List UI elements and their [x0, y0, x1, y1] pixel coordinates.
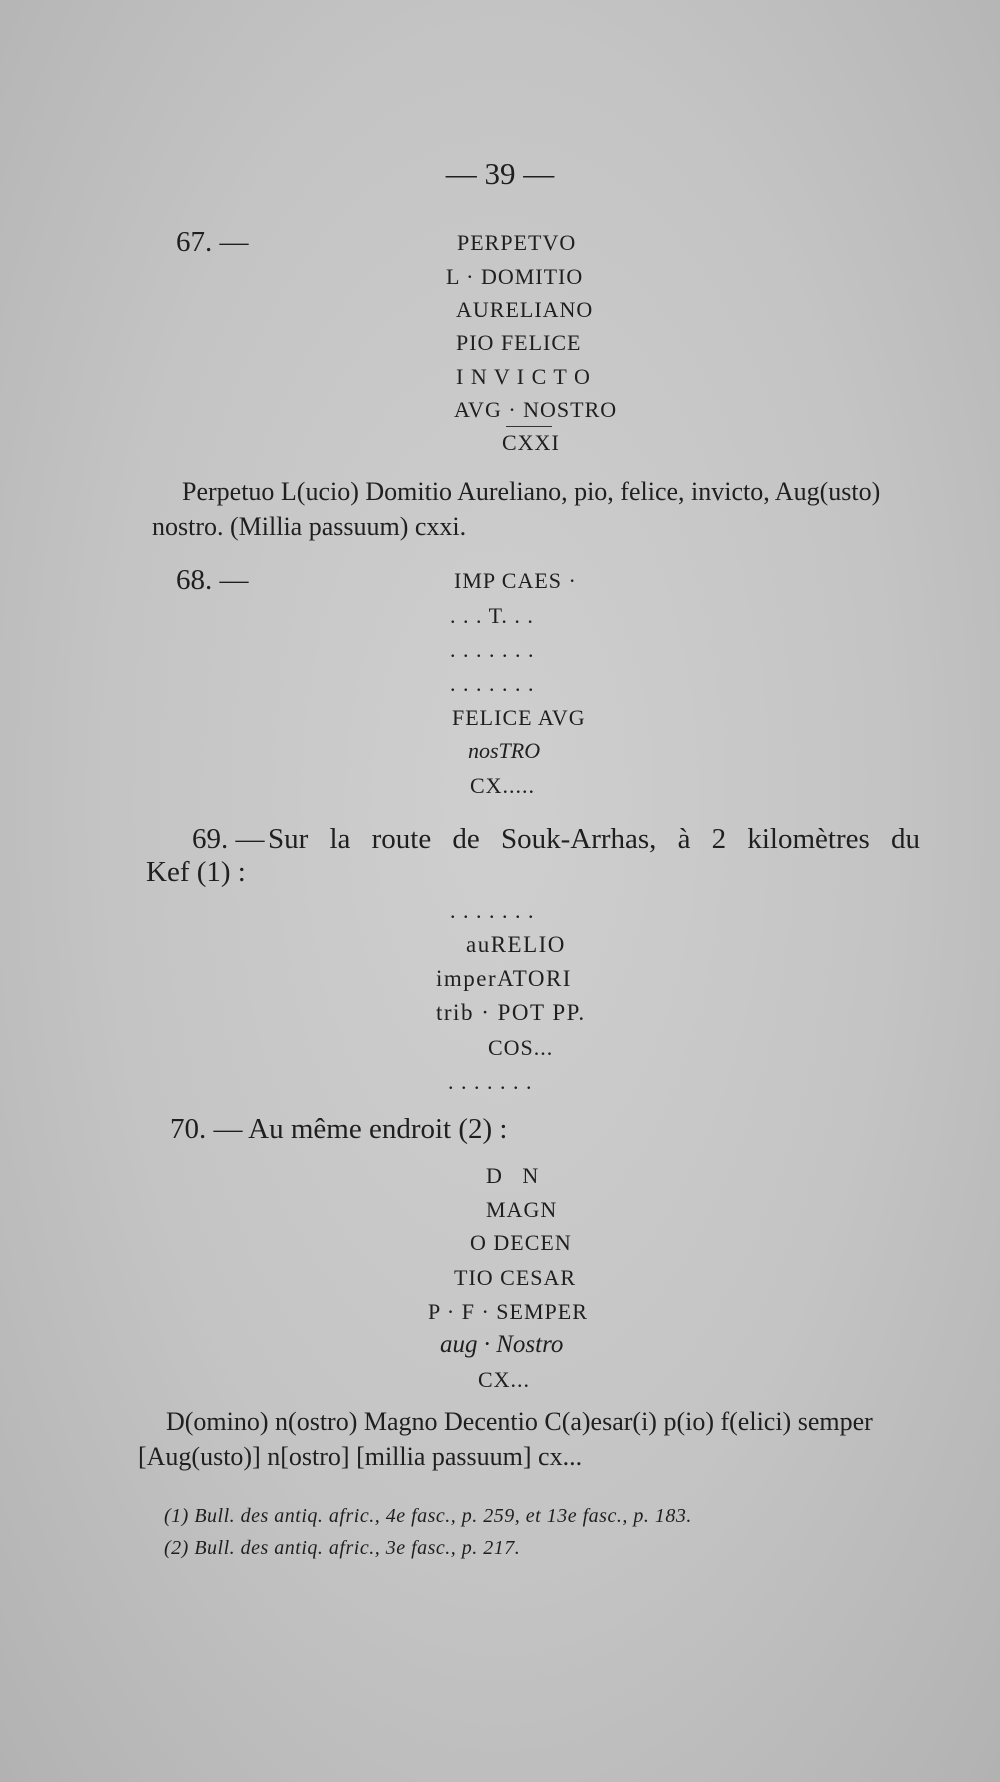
inscription-line: CX...	[478, 1367, 531, 1392]
inscription-line: . . . . . . .	[450, 637, 535, 662]
footnote: (1) Bull. des antiq. afric., 4e fasc., p. 259, et 13e fasc., p. 183.	[164, 1505, 692, 1527]
translation-line: nostro. (Millia passuum) cxxi.	[152, 512, 467, 541]
entry-70-intro: 70. — Au même endroit (2) :	[170, 1113, 508, 1145]
inscription-line: P · F · SEMPER	[428, 1299, 588, 1324]
inscription-line: CXXI	[502, 430, 560, 455]
inscription-line: D N	[486, 1163, 540, 1188]
entry-68-label: 68. —	[176, 564, 249, 596]
inscription-line: aug · Nostro	[440, 1331, 564, 1358]
inscription-line: CX.....	[470, 773, 536, 798]
inscription-line: PIO FELICE	[456, 330, 582, 355]
inscription-line: imperATORI	[436, 966, 572, 991]
page-number: — 39 —	[445, 156, 555, 191]
inscription-line: I N V I C T O	[456, 364, 591, 389]
footnote: (2) Bull. des antiq. afric., 3e fasc., p. 217.	[164, 1537, 521, 1559]
inscription-line: . . . . . . .	[450, 898, 535, 923]
entry-69-label: 69. —	[192, 823, 265, 855]
translation-line: [Aug(usto)] n[ostro] [millia passuum] cx...	[138, 1442, 583, 1471]
inscription-line: PERPETVO	[457, 230, 577, 255]
inscription-line: nosTRO	[468, 738, 541, 763]
inscription-line: MAGN	[486, 1197, 558, 1222]
inscription-line: COS...	[488, 1035, 554, 1060]
overline-rule	[506, 426, 552, 427]
entry-67-label: 67. —	[176, 226, 249, 258]
inscription-line: . . . T. . .	[450, 603, 534, 628]
inscription-line: trib · POT PP.	[436, 1000, 586, 1025]
inscription-line: AVG · NOSTRO	[454, 397, 618, 422]
inscription-line: TIO CESAR	[454, 1265, 577, 1290]
inscription-line: IMP CAES ·	[454, 568, 577, 593]
inscription-line: . . . . . . .	[450, 671, 535, 696]
translation-line: D(omino) n(ostro) Magno Decentio C(a)esar(i) p(io) f(elici) semper	[166, 1407, 873, 1436]
inscription-line: FELICE AVG	[452, 705, 586, 730]
inscription-line: O DECEN	[470, 1230, 572, 1255]
inscription-line: auRELIO	[466, 932, 566, 957]
inscription-line: AURELIANO	[456, 297, 594, 322]
entry-69-intro: Sur la route de Souk-Arrhas, à 2 kilomètres du	[268, 823, 920, 855]
inscription-line: . . . . . . .	[448, 1069, 533, 1094]
inscription-line: L · DOMITIO	[446, 264, 584, 289]
translation-line: Perpetuo L(ucio) Domitio Aureliano, pio, felice, invicto, Aug(usto)	[182, 477, 881, 506]
entry-69-intro-cont: Kef (1) :	[146, 856, 246, 888]
